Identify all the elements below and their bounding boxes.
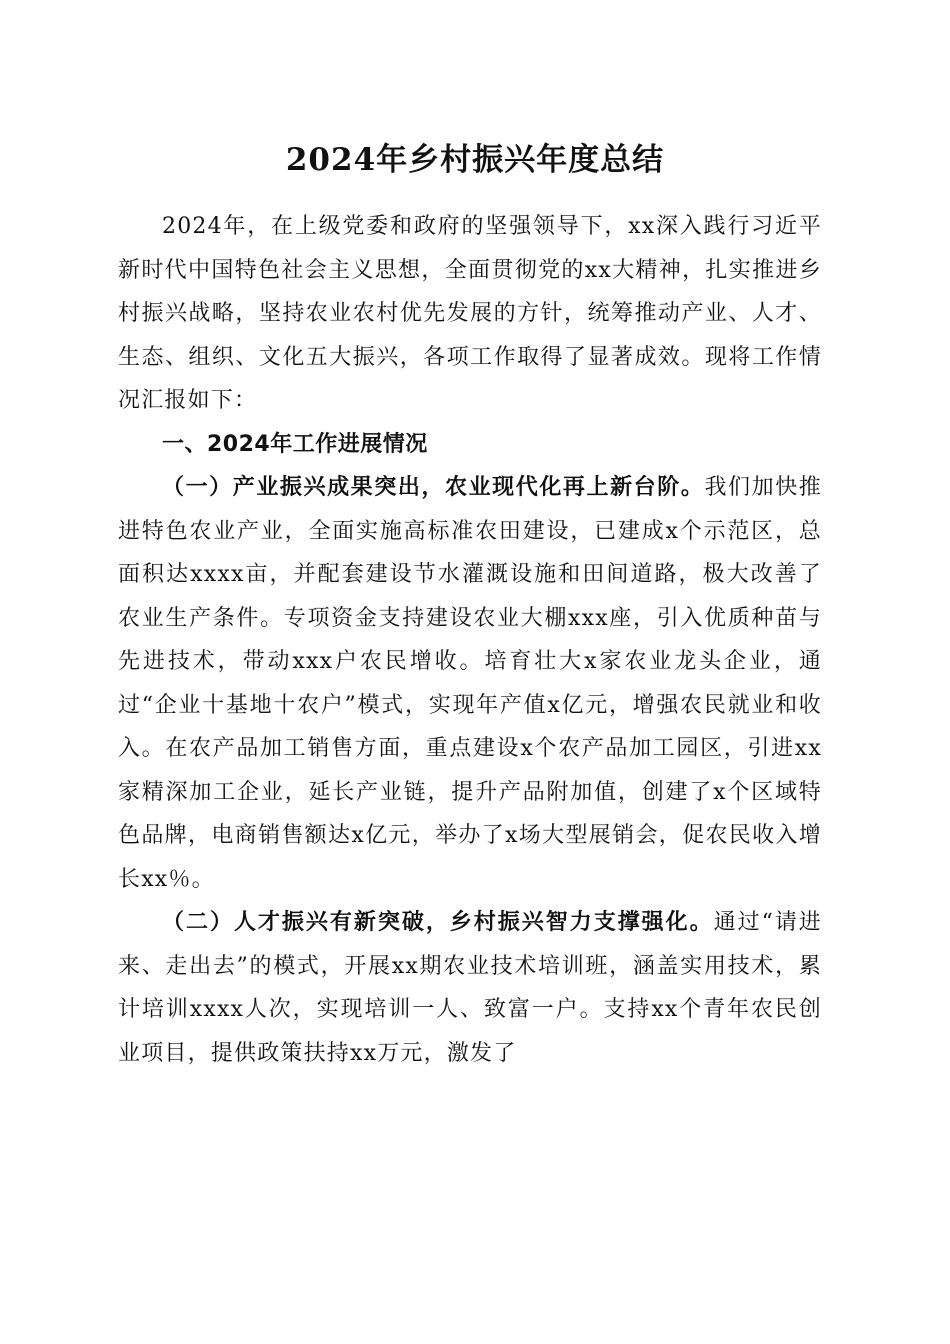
section-heading-1: 一、2024年工作进展情况 [162,431,428,457]
subsection-lead-2: （二）人才振兴有新突破，乡村振兴智力支撑强化。 [162,909,714,935]
subsection-paragraph-2 [118,901,822,1075]
document-title: 2024年乡村振兴年度总结 [285,142,665,178]
subsection-paragraph-1 [118,466,822,901]
intro-paragraph: 2024年，在上级党委和政府的坚强领导下，xx深入践行习近平新时代中国特色社会主义思想，全面贯彻党的xx大精神，扎实推进乡村振兴战略，坚持农业农村优先发展的方针，统筹推动产业、人才、生态、组织、文化五大振兴，各项工作取得了显著成效。现将工作情况汇报如下： [118,214,822,413]
document-body [118,205,822,1075]
subsection-body-1: 我们加快推进特色农业产业，全面实施高标准农田建设，已建成x个示范区，总面积达xxxx亩，并配套建设节水灌溉设施和田间道路，极大改善了农业生产条件。专项资金支持建设农业大棚xxx座，引入优质种苗与先进技术，带动xxx户农民增收。培育壮大x家农业龙头企业，通过“企业十基地十农户”模式，实现年产值x亿元，增强农民就业和收入。在农产品加工销售方面，重点建设x个农产品加工园区，引进xx家精深加工企业，延长产业链，提升产品附加值，创建了x个区域特色品牌，电商销售额达x亿元，举办了x场大型展销会，促农民收入增长xx％。 [118,475,822,892]
subsection-lead-1: （一）产业振兴成果突出，农业现代化再上新台阶。 [162,474,705,500]
subsection-body-2: 通过“请进来、走出去”的模式，开展xx期农业技术培训班，涵盖实用技术，累计培训xxxx人次，实现培训一人、致富一户。支持xx个青年农民创业项目，提供政策扶持xx万元，激发了 [118,910,823,1066]
